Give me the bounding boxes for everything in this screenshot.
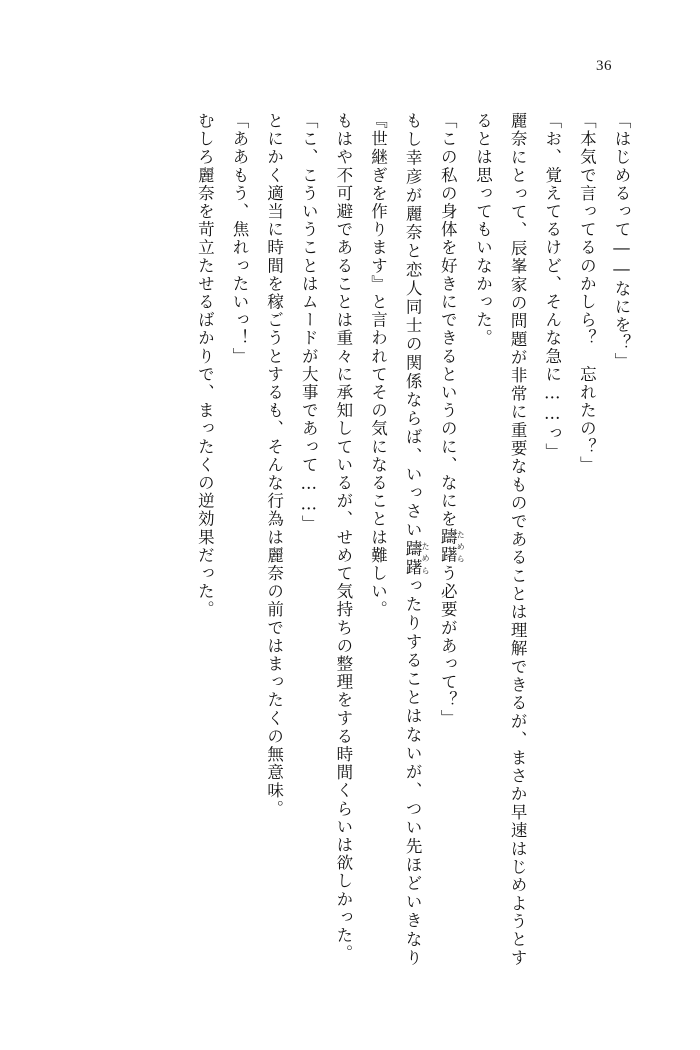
paragraph: むしろ麗奈を苛立たせるばかりで、まったくの逆効果だった。 [195, 112, 215, 619]
paragraph: 「はじめるって――なにを？」 [612, 112, 631, 371]
paragraph: 「こ、こういうことはムードが大事であって……」 [299, 112, 319, 534]
paragraph: もはや不可避であることは重々に承知しているが、せめて気持ちの整理をする時間くらいは欲しかった。 [333, 112, 353, 963]
page-body-text [78, 112, 638, 967]
paragraph: もし幸彦が麗奈と恋人同士の関係ならば、いっさい躊躇 ためらったりすることはないが、つい先ほどいきなり『世継ぎを作ります』と言われてその気になることは難しい。 [368, 112, 431, 967]
paragraph: 「この私の身体を好きにできるというのに、なにを躊躇 ためらう必要があって？」 [438, 112, 466, 728]
paragraph: 「お、覚えてるけど、そんな急に……っ」 [542, 112, 562, 461]
paragraph: 「本気で言ってるのかしら？ 忘れたの？」 [577, 112, 597, 474]
page-number: 36 [596, 58, 612, 74]
paragraph: 麗奈にとって、辰峯家の問題が非常に重要なものであることは理解できるが、まさか早速はじめようとするとは思ってもいなかった。 [473, 112, 528, 967]
paragraph: とにかく適当に時間を稼ごうとするも、そんな行為は麗奈の前ではまったくの無意味。 [264, 112, 284, 818]
paragraph: 「ああもう、焦れったいっ！」 [229, 112, 249, 366]
